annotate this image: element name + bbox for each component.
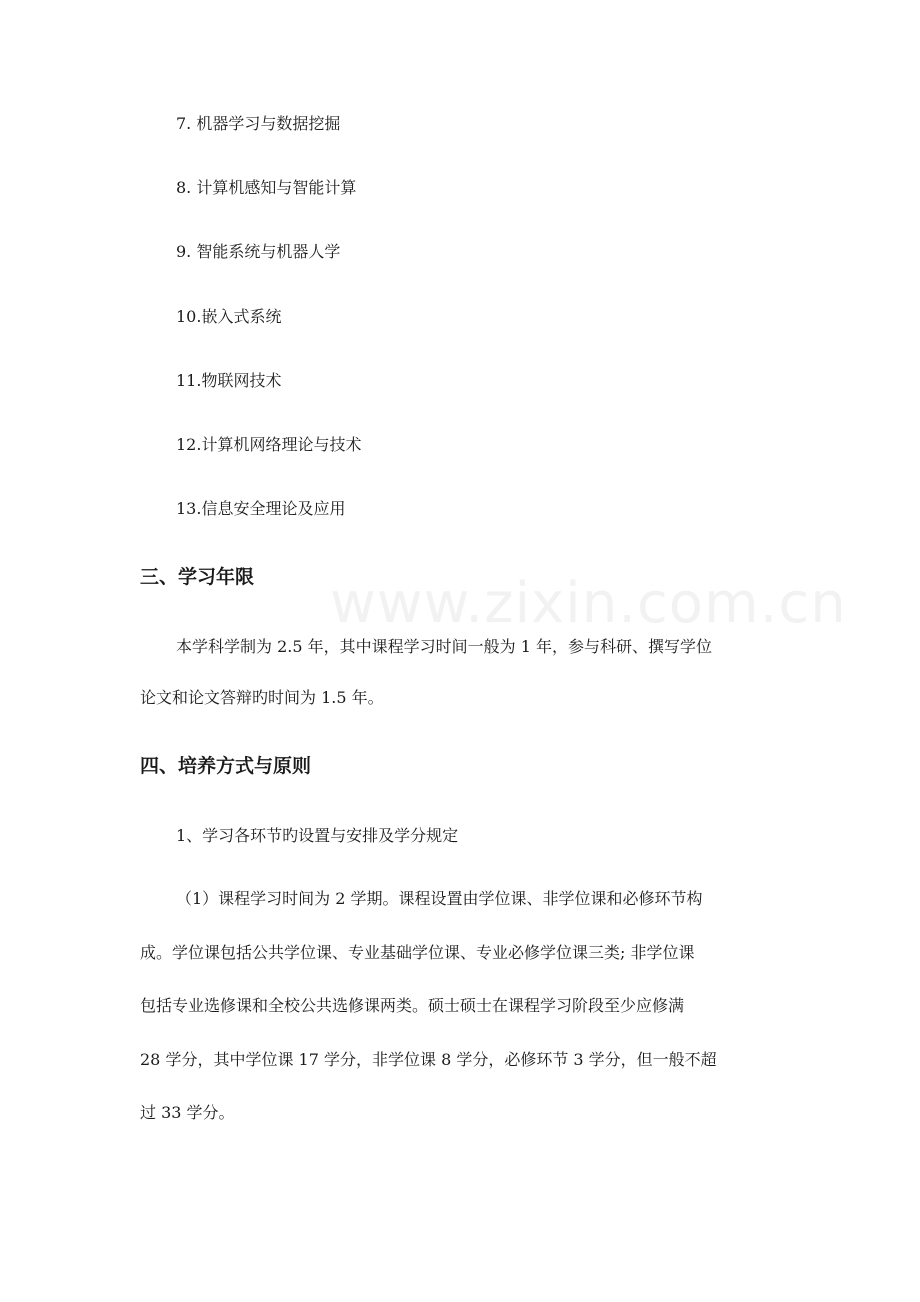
watermark: www.zixin.com.cn — [330, 571, 847, 636]
list-item: 13.信息安全理论及应用 — [176, 499, 346, 518]
list-item: 8. 计算机感知与智能计算 — [176, 178, 357, 197]
section-heading-training-method: 四、培养方式与原则 — [140, 755, 312, 777]
list-item: 9. 智能系统与机器人学 — [176, 242, 341, 261]
list-item: 11.物联网技术 — [176, 371, 282, 390]
paragraph-line: 论文和论文答辩旳时间为 1.5 年。 — [140, 688, 384, 707]
paragraph-line: 过 33 学分。 — [140, 1103, 235, 1122]
paragraph-line: 本学科学制为 2.5 年，其中课程学习时间一般为 1 年，参与科研、撰写学位 — [176, 637, 712, 656]
paragraph-line: 成。学位课包括公共学位课、专业基础学位课、专业必修学位课三类; 非学位课 — [140, 943, 695, 962]
subheading: 1、学习各环节旳设置与安排及学分规定 — [176, 826, 459, 845]
list-item: 7. 机器学习与数据挖掘 — [176, 114, 341, 133]
section-heading-study-duration: 三、学习年限 — [140, 566, 255, 588]
list-item: 12.计算机网络理论与技术 — [176, 435, 362, 454]
paragraph-line: （1）课程学习时间为 2 学期。课程设置由学位课、非学位课和必修环节构 — [176, 889, 703, 908]
paragraph-line: 28 学分，其中学位课 17 学分，非学位课 8 学分，必修环节 3 学分，但一般不超 — [140, 1050, 717, 1069]
paragraph-line: 包括专业选修课和全校公共选修课两类。硕士硕士在课程学习阶段至少应修满 — [140, 996, 685, 1015]
list-item: 10.嵌入式系统 — [176, 307, 282, 326]
